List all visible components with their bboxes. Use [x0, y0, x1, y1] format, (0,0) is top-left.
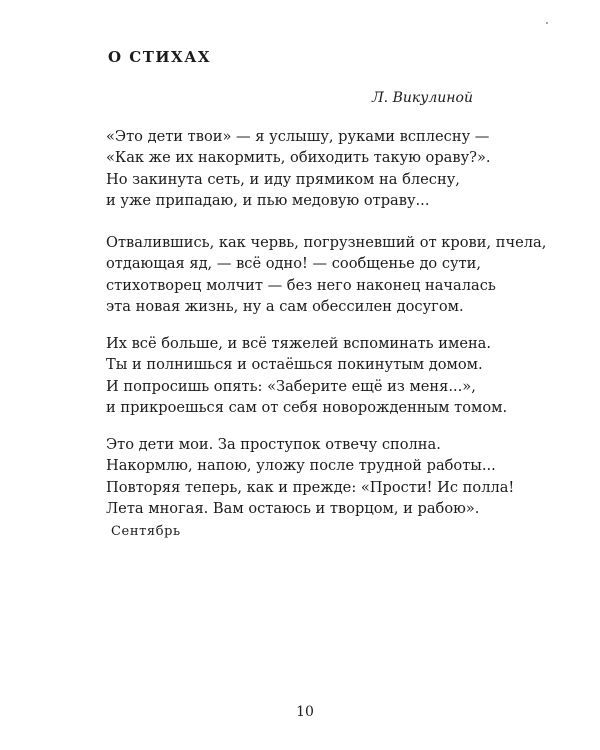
poem-title: О СТИХАХ — [108, 48, 212, 66]
poem-dedication: Л. Викулиной — [372, 90, 473, 106]
poem-line: Их всё больше, и всё тяжелей вспоминать имена. — [106, 335, 492, 352]
poem-line: Накормлю, напою, уложу после трудной работы... — [106, 457, 496, 475]
poem-date: Сентябрь — [111, 524, 181, 539]
poem-line: Это дети мои. За проступок отвечу сполна. — [106, 436, 441, 453]
poem-line: и прикроешься сам от себя новорожденным томом. — [106, 398, 508, 416]
stanza — [106, 333, 507, 418]
poem-line: Лета многая. Вам остаюсь и творцом, и рабою». — [106, 499, 480, 517]
poem-line: и уже припадаю, и пью медовую отраву... — [106, 191, 430, 209]
poem-line: Ты и полнишься и остаёшься покинутым домом. — [106, 356, 483, 374]
poem-line: отдающая яд, — всё одно! — сообщенье до сути, — [106, 255, 482, 273]
stanza — [106, 434, 514, 519]
poem-line: эта новая жизнь, ну а сам обессилен досугом. — [106, 297, 464, 315]
poem-line: И попросишь опять: «Заберите ещё из меня...», — [106, 377, 476, 395]
stanza — [106, 232, 546, 317]
poem-line: Отвалившись, как червь, погрузневший от крови, пчела, — [106, 234, 547, 251]
stanza — [106, 126, 491, 211]
page-number: 10 — [296, 704, 314, 720]
poem-line: Но закинута сеть, и иду прямиком на блесну, — [106, 170, 460, 188]
poem-line: стихотворец молчит — без него наконец началась — [106, 276, 496, 294]
corner-speck — [546, 22, 548, 24]
poem-line: Повторяя теперь, как и прежде: «Прости! Ис полла! — [106, 478, 515, 496]
poem-line: «Это дети твои» — я услышу, руками всплесну — — [106, 128, 490, 145]
poem-line: «Как же их накормить, обиходить такую ораву?». — [106, 149, 491, 167]
